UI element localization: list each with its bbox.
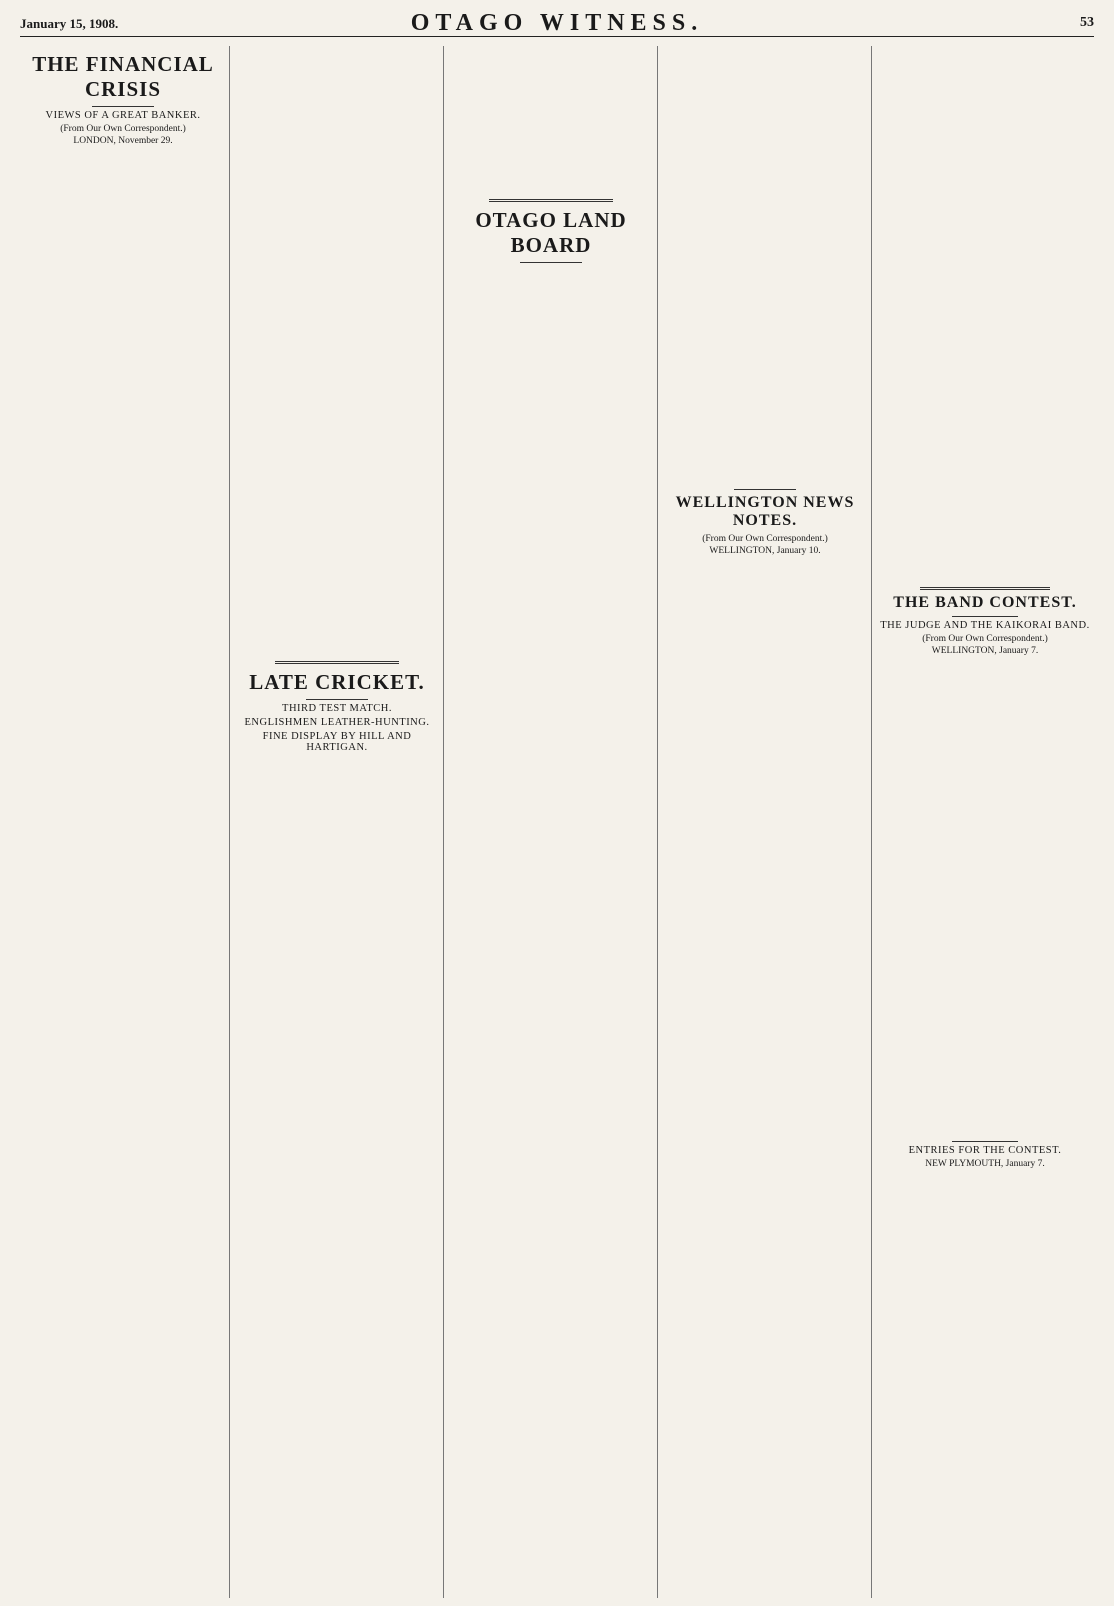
masthead [20,6,1094,37]
wellington-notes-section [662,489,868,556]
late-cricket-sub3: FINE DISPLAY BY HILL AND HARTIGAN. [262,731,412,753]
band-contest-byline: (From Our Own Correspondent.) [922,634,1048,644]
wellington-notes-byline: (From Our Own Correspondent.) [702,534,828,544]
divider [734,489,796,490]
divider [920,587,1051,590]
band-contest-dateline: WELLINGTON, January 7. [931,646,1039,656]
wellington-notes-dateline: WELLINGTON, January 10. [709,546,821,556]
financial-crisis-section [20,52,226,146]
column-rule [443,46,444,1598]
band-entries-headline: ENTRIES FOR THE CONTEST. [908,1145,1062,1156]
late-cricket-sub1: THIRD TEST MATCH. [282,703,392,714]
divider [520,262,582,263]
band-contest-headline: THE BAND CONTEST. [893,594,1077,611]
column-1 [20,46,226,1598]
band-contest-subhead: THE JUDGE AND THE KAIKORAI BAND. [880,620,1090,631]
late-cricket-section [234,661,440,753]
page-number: 53 [1080,15,1094,30]
late-cricket-headline: LATE CRICKET. [249,670,425,694]
late-cricket-sub2: ENGLISHMEN LEATHER-HUNTING. [244,717,430,728]
divider [952,1141,1017,1142]
land-board-section [448,199,654,263]
financial-crisis-subhead: VIEWS OF A GREAT BANKER. [45,110,201,121]
financial-crisis-headline: THE FINANCIAL CRISIS [32,52,214,101]
newspaper-title: OTAGO WITNESS. [410,10,704,36]
land-board-headline: OTAGO LAND BOARD [475,208,627,257]
column-rule [657,46,658,1598]
wellington-notes-headline: WELLINGTON NEWS NOTES. [675,494,855,529]
divider [489,199,613,202]
divider [275,661,399,664]
column-rule [229,46,230,1598]
band-entries-section [876,1141,1094,1169]
divider [306,699,368,700]
column-4 [662,46,868,1598]
column-rule [871,46,872,1598]
column-2 [234,46,440,1598]
divider [92,106,154,107]
divider [952,616,1017,617]
band-contest-section [876,587,1094,656]
financial-crisis-byline: (From Our Own Correspondent.) [60,124,186,134]
financial-crisis-dateline: LONDON, November 29. [73,136,173,146]
band-entries-dateline: NEW PLYMOUTH, January 7. [925,1159,1045,1169]
issue-date: January 15, 1908. [20,16,119,31]
column-3 [448,46,654,1598]
column-5 [876,46,1094,1598]
